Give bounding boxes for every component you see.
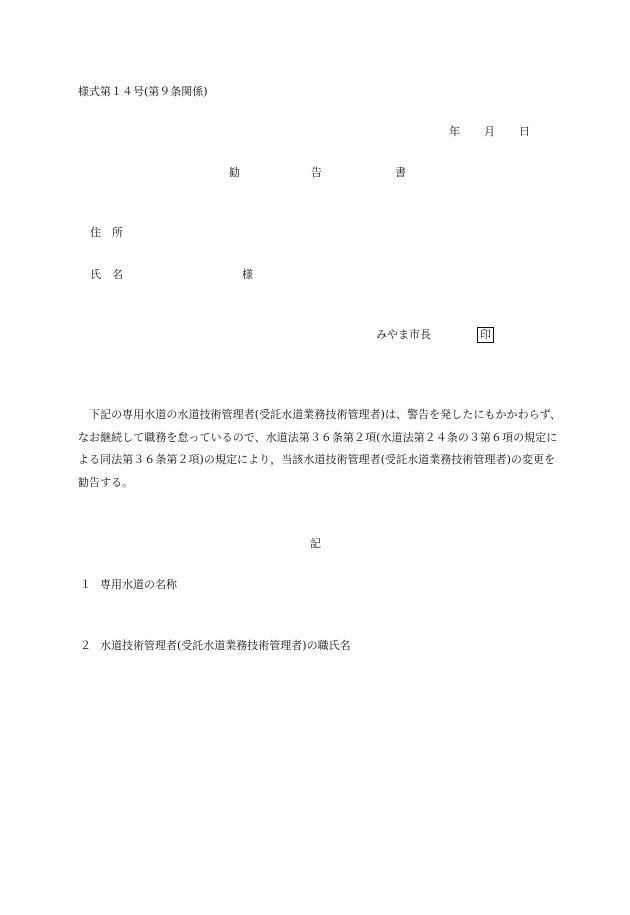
item-number: １ xyxy=(80,578,91,591)
title-char-1: 勧 xyxy=(229,166,240,179)
issuer-name: みやま市長 xyxy=(376,328,431,341)
name-line xyxy=(90,268,253,282)
item-number: ２ xyxy=(80,639,91,652)
item-text: 専用水道の名称 xyxy=(100,578,177,591)
name-label: 氏 名 xyxy=(90,268,123,281)
form-number: 様式第１４号(第９条関係) xyxy=(78,85,208,98)
honorific: 様 xyxy=(242,268,253,281)
list-item xyxy=(80,639,351,653)
body-text: 下記の専用水道の水道技術管理者(受託水道業務技術管理者)は、警告を発したにもかかわらず、なお継続して職務を怠っているので、水道法第３６条第２項(水道法第２４条の３第６項の規定による同法第３６条第２項)の規定により，当該水道技術管理者(受託水道業務技術管理者)の変更を勧告する。 xyxy=(78,408,561,489)
document-title xyxy=(229,166,406,180)
item-text: 水道技術管理者(受託水道業務技術管理者)の職氏名 xyxy=(100,639,351,652)
seal-box: 印 xyxy=(477,327,494,343)
body-paragraph xyxy=(78,404,561,494)
date-line xyxy=(449,125,530,139)
ki-heading: 記 xyxy=(310,537,321,550)
address-label: 住 所 xyxy=(90,226,123,239)
list-item xyxy=(80,578,177,592)
date-month: 月 xyxy=(484,125,495,138)
date-day: 日 xyxy=(519,125,530,138)
title-char-2: 告 xyxy=(311,166,322,179)
title-char-3: 書 xyxy=(395,166,406,179)
issuer-line xyxy=(376,327,494,343)
date-year: 年 xyxy=(449,125,460,138)
